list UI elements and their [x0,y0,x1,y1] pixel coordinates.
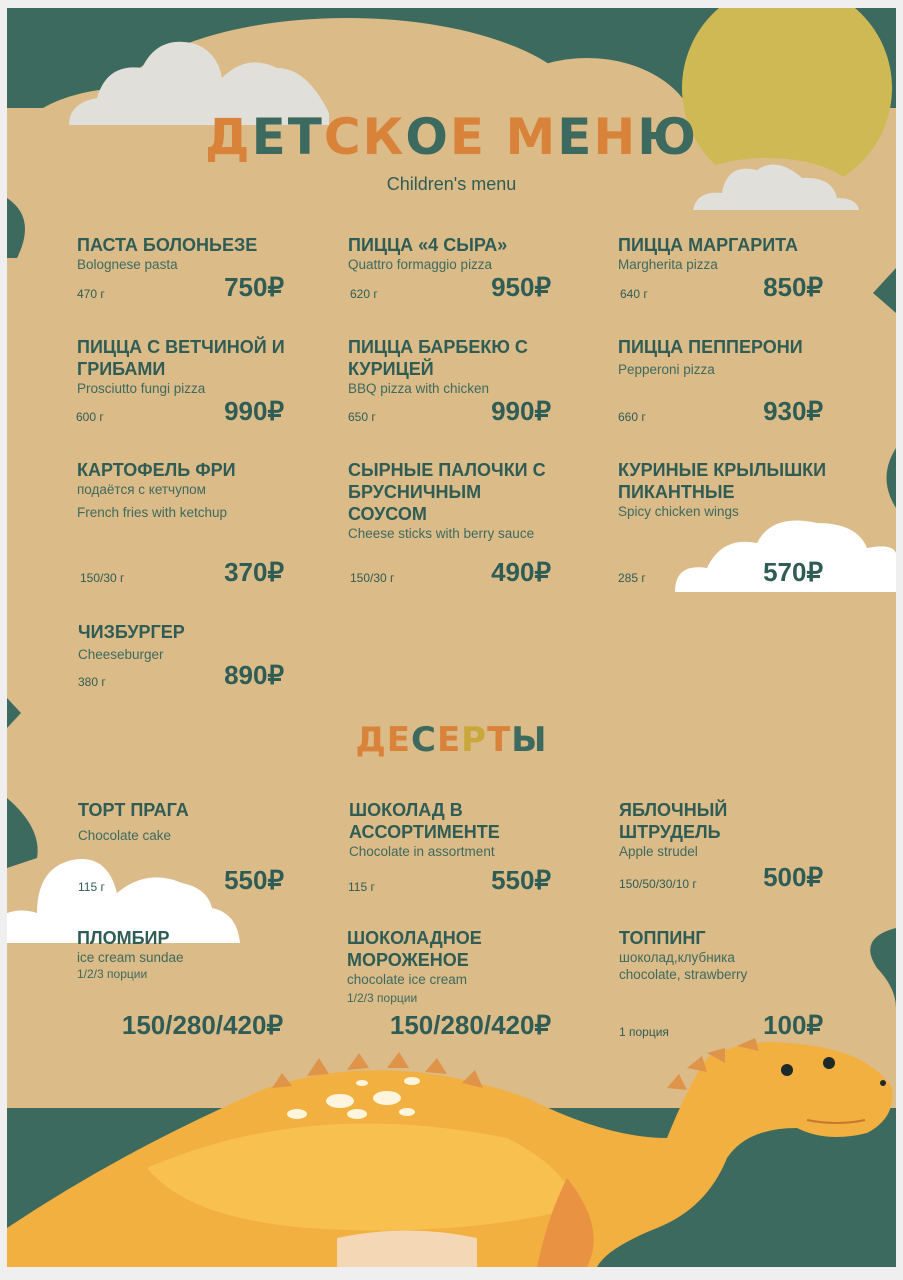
item-name: ПИЦЦА С ВЕТЧИНОЙ И ГРИБАМИ [77,337,285,379]
menu-item [618,336,830,378]
item-weight: 150/30 г [80,571,125,585]
item-weight: 285 г [618,571,646,585]
item-price: 850₽ [763,272,823,302]
title-part: СК [323,108,406,166]
item-portions: 1/2/3 порции [347,991,418,1005]
title-part: Н [593,108,638,166]
item-russian-note: шоколад,клубника [619,950,735,965]
title-part: Е [557,108,594,166]
title-part: ЕТ [251,108,324,166]
item-price: 750₽ [224,272,284,302]
item-price: 370₽ [224,557,284,587]
item-portions: 1/2/3 порции [77,967,148,981]
menu-item [77,234,289,273]
item-name: ПАСТА БОЛОНЬЕЗЕ [77,235,258,255]
item-english-name: Chocolate cake [78,828,172,843]
dessert-item [77,927,289,983]
item-weight: 660 г [618,410,646,424]
item-name: ШОКОЛАД В АССОРТИМЕНТЕ [349,800,500,842]
item-name: ПИЦЦА МАРГАРИТА [618,235,799,255]
item-name: ТОППИНГ [619,928,706,948]
menu-item [348,234,560,273]
desserts-title-part: Д [355,720,387,760]
item-english-name: Bolognese pasta [77,257,178,272]
item-name: СЫРНЫЕ ПАЛОЧКИ С БРУСНИЧНЫМ СОУСОМ [348,460,546,524]
item-name: ЯБЛОЧНЫЙ ШТРУДЕЛЬ [619,800,728,842]
item-price: 930₽ [763,396,823,426]
item-price: 990₽ [224,396,284,426]
item-weight: 115 г [348,880,375,894]
menu-item [618,459,858,520]
item-name: ШОКОЛАДНОЕ МОРОЖЕНОЕ [347,928,482,970]
title-part: Д [205,108,252,166]
title-part: О [405,108,450,166]
item-weight: 620 г [350,287,378,301]
menu-subtitle: Children's menu [386,174,517,194]
item-weight: 470 г [77,287,105,301]
item-english-name: chocolate ice cream [347,972,468,987]
item-english-name: Spicy chicken wings [618,504,739,519]
item-english-name: Quattro formaggio pizza [348,257,493,272]
item-name: ПИЦЦА ПЕППЕРОНИ [618,337,803,357]
item-english-name: Cheeseburger [78,647,164,662]
item-price: 570₽ [763,557,823,587]
item-name: КАРТОФЕЛЬ ФРИ [77,460,236,480]
dessert-item [619,799,831,860]
item-english-name: French fries with ketchup [77,505,228,520]
menu-item [77,336,289,397]
item-price: 500₽ [763,862,823,892]
item-name: ТОРТ ПРАГА [78,800,189,820]
desserts-title-part: Т [487,720,512,760]
item-price: 150/280/420₽ [389,1010,551,1040]
item-weight: 380 г [78,675,106,689]
desserts-title-part: Е [386,720,411,760]
item-name: ЧИЗБУРГЕР [78,622,185,642]
item-weight: 150/50/30/10 г [619,877,697,891]
item-weight: 1 порция [619,1025,669,1039]
menu-item [348,459,560,542]
item-name: ПИЦЦА БАРБЕКЮ С КУРИЦЕЙ [348,337,528,379]
item-name: ПЛОМБИР [77,928,170,948]
desserts-title [0,720,903,760]
menu-item [78,621,290,663]
item-english-name: Apple strudel [619,844,698,859]
dessert-item [78,799,290,844]
item-price: 990₽ [491,396,551,426]
item-weight: 115 г [78,880,105,894]
item-note: подаётся с кетчупом [77,482,206,497]
desserts-title-part: Р [461,720,488,760]
title-part: Ю [637,108,698,166]
item-price: 890₽ [224,660,284,690]
item-price: 100₽ [763,1010,823,1040]
item-price: 150/280/420₽ [121,1010,283,1040]
menu-title [0,108,903,166]
title-part: М [505,108,558,166]
item-weight: 640 г [620,287,648,301]
menu-item [618,234,830,273]
item-english-name: ice cream sundae [77,950,184,965]
item-english-name: BBQ pizza with chicken [348,381,490,396]
menu-item [348,336,560,397]
menu-item [77,459,289,521]
item-english-name: Margherita pizza [618,257,718,272]
desserts-title-part: Ы [511,720,548,760]
item-price: 950₽ [491,272,551,302]
title-part: Е [449,108,506,166]
item-english-name: chocolate, strawberry [619,967,748,982]
desserts-title-part: Е [436,720,462,760]
item-name: КУРИНЫЕ КРЫЛЫШКИ ПИКАНТНЫЕ [618,460,827,502]
item-english-name: Prosciutto fungi pizza [77,381,206,396]
item-english-name: Cheese sticks with berry sauce [348,526,535,541]
dessert-item [349,799,561,860]
item-name: ПИЦЦА «4 СЫРА» [348,235,508,255]
dessert-item [347,927,559,1007]
item-price: 550₽ [491,865,551,895]
item-price: 490₽ [491,557,551,587]
item-price: 550₽ [224,865,284,895]
item-english-name: Pepperoni pizza [618,362,715,377]
dessert-item [619,927,831,983]
desserts-title-part: С [410,720,437,760]
item-weight: 650 г [348,410,376,424]
item-weight: 150/30 г [350,571,395,585]
item-english-name: Chocolate in assortment [349,844,495,859]
item-weight: 600 г [76,410,104,424]
